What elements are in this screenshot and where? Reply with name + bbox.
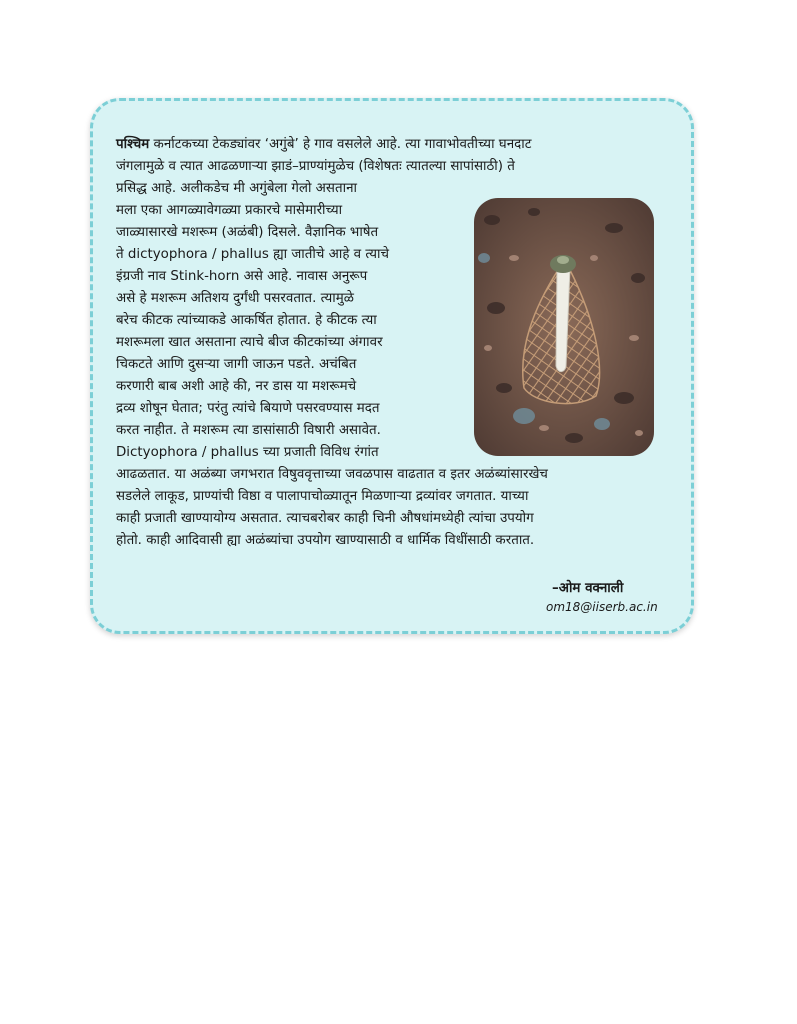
text-line-15: Dictyophora / phallus च्या प्रजाती विविध रंगांत — [116, 445, 379, 460]
text-line-6: ते dictyophora / phallus ह्या जातीचे आहे व त्याचे — [116, 247, 390, 262]
text-line-7: इंग्रजी नाव Stink-horn असे आहे. नावास अनुरूप — [116, 269, 368, 284]
text-line-2: जंगलामुळे व त्यात आढळणाऱ्या झाडं–प्राण्यांमुळेच (विशेषतः त्यातल्या सापांसाठी) ते — [116, 159, 515, 174]
text-line-1 — [116, 136, 531, 153]
text-line-9: बरेच कीटक त्यांच्याकडे आकर्षित होतात. हे कीटक त्या — [116, 313, 377, 328]
text-line-3: प्रसिद्ध आहे. अलीकडेच मी अगुंबेला गेलो असताना — [116, 181, 357, 196]
text-line-8: असे हे मशरूम अतिशय दुर्गंधी पसरवतात. त्यामुळे — [116, 291, 354, 306]
text-line-5: जाळ्यासारखे मशरूम (अळंबी) दिसले. वैज्ञानिक भाषेत — [116, 225, 379, 240]
stinkhorn-mushroom-image — [474, 198, 654, 456]
lead-word: पश्चिम — [116, 137, 150, 152]
mushroom-photo — [474, 198, 654, 456]
text-line-16: आढळतात. या अळंब्या जगभरात विषुववृत्ताच्या जवळपास वाढतात व इतर अळंब्यांसारखेच — [116, 467, 548, 482]
text-line-14: करत नाहीत. ते मशरूम त्या डासांसाठी विषारी असावेत. — [116, 423, 381, 438]
text-line-18: काही प्रजाती खाण्यायोग्य असतात. त्याचबरोबर काही चिनी औषधांमध्येही त्यांचा उपयोग — [116, 511, 534, 526]
text-line-11: चिकटते आणि दुसऱ्या जागी जाऊन पडते. अचंबित — [116, 357, 357, 372]
text-line-12: करणारी बाब अशी आहे की, नर डास या मशरूमचे — [116, 379, 357, 394]
text-line-4: मला एका आगळ्यावेगळ्या प्रकारचे मासेमारीच्या — [116, 203, 343, 218]
text-line-13: द्रव्य शोषून घेतात; परंतु त्यांचे बियाणे पसरवण्यास मदत — [116, 401, 380, 416]
text-line-1-rest: कर्नाटकच्या टेकड्यांवर ‘अगुंबे’ हे गाव वसलेले आहे. त्या गावाभोवतीच्या घनदाट — [153, 137, 532, 152]
text-line-19: होतो. काही आदिवासी ह्या अळंब्यांचा उपयोग खाण्यासाठी व धार्मिक विधींसाठी करतात. — [116, 533, 535, 548]
author-name: –ओम वक्नाली — [552, 581, 624, 596]
text-line-17: सडलेले लाकूड, प्राण्यांची विष्ठा व पालापाचोळ्यातून मिळणाऱ्या द्रव्यांवर जगतात. याच्या — [116, 489, 529, 504]
text-line-10: मशरूमला खात असताना त्याचे बीज कीटकांच्या अंगावर — [116, 335, 383, 350]
author-email: om18@iiserb.ac.in — [546, 600, 658, 614]
